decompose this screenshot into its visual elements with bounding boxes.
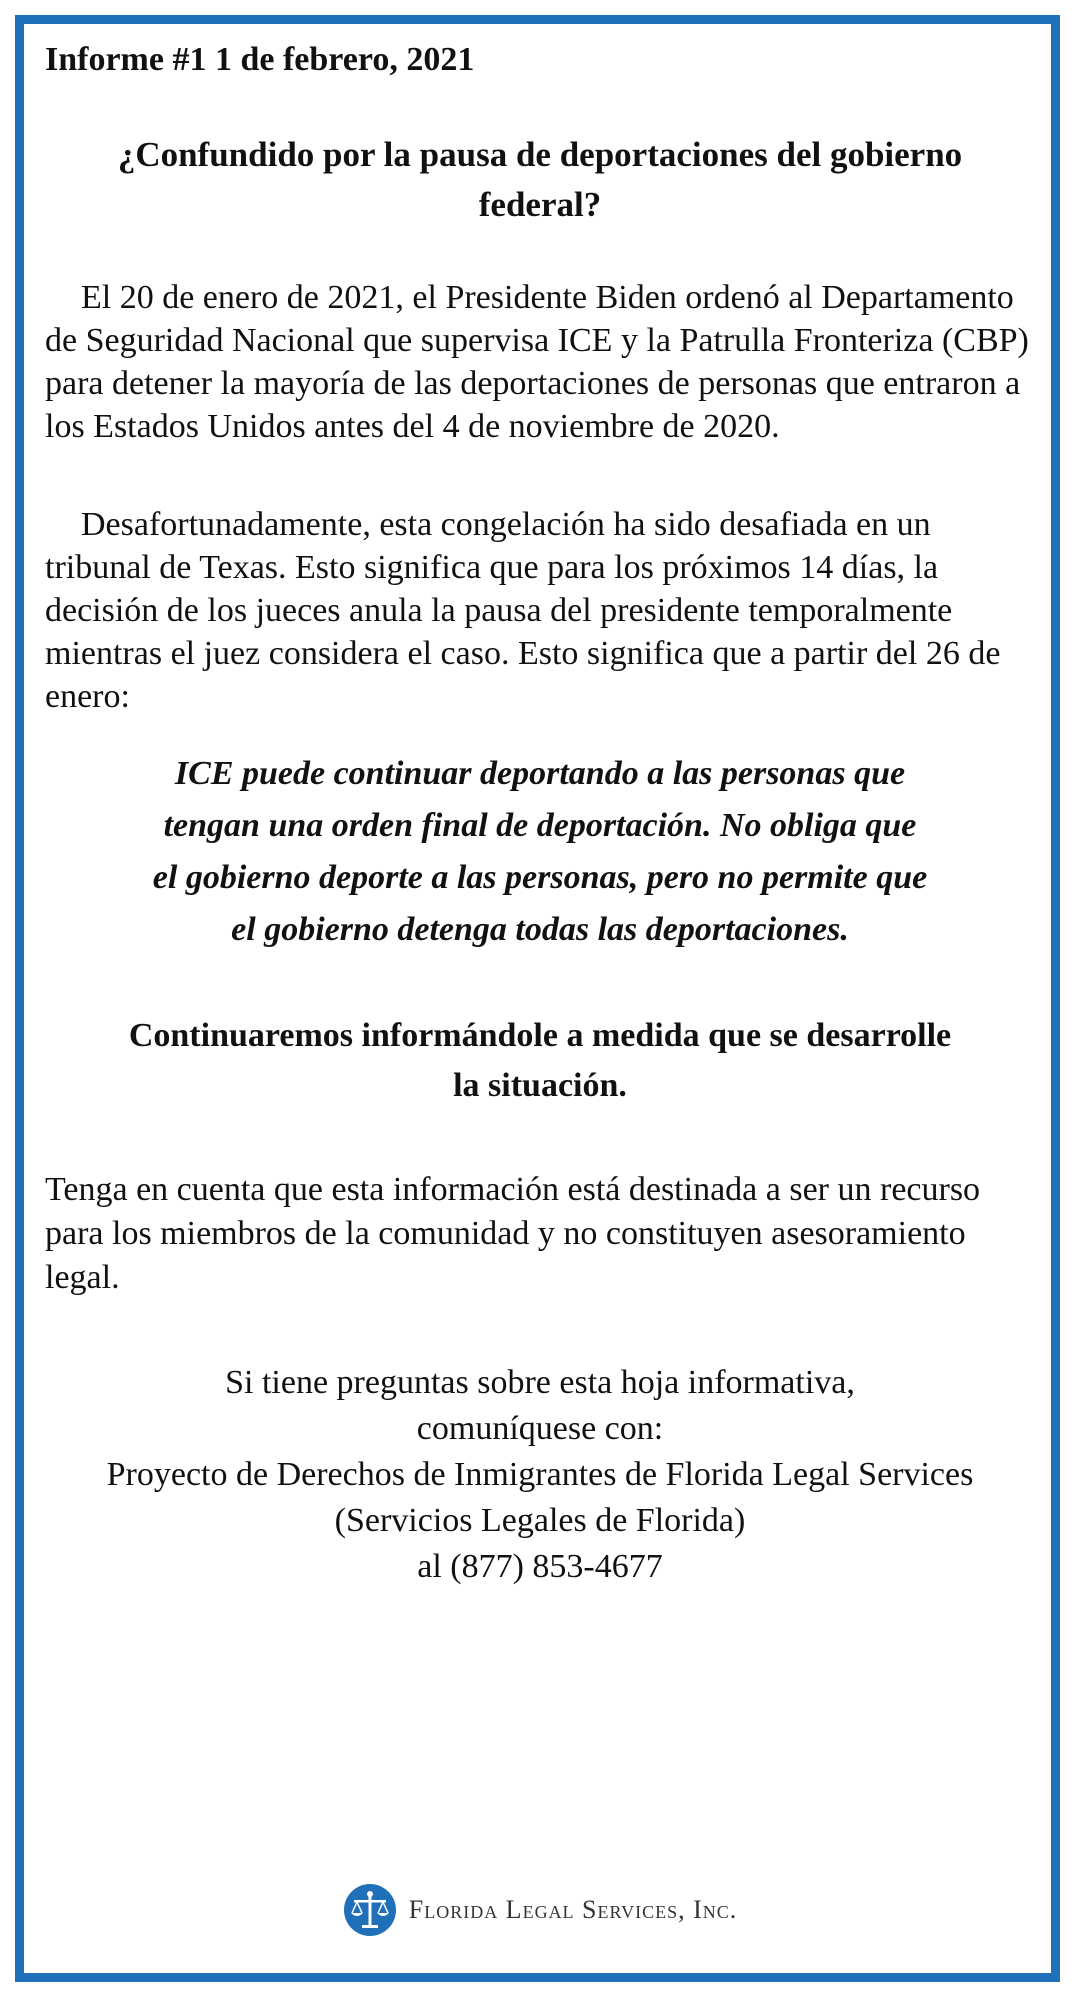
contact-block — [45, 1360, 1035, 1590]
logo-text: Florida Legal Services, Inc. — [408, 1895, 738, 1924]
scales-of-justice-icon — [343, 1883, 397, 1937]
page-title: ¿Confundido por la pausa de deportaciones del gobierno federal? — [117, 135, 963, 224]
contact-organization: Proyecto de Derechos de Inmigrantes de Florida Legal Services — [106, 1456, 974, 1493]
paragraph-executive-order: El 20 de enero de 2021, el Presidente Biden ordenó al Departamento de Seguridad Nacional que supervisa ICE y la Patrulla Fronteriza (CBP) para detener la mayoría de las deportaciones de personas que entraron a los Estados Unidos antes del 4 de noviembre de 2020. — [45, 279, 1029, 445]
document-body — [45, 38, 1035, 1590]
contact-phone: al (877) 853-4677 — [417, 1548, 663, 1585]
contact-line: Si tiene preguntas sobre esta hoja informativa, — [225, 1364, 855, 1401]
legal-disclaimer: Tenga en cuenta que esta información está destinada a ser un recurso para los miembros de la comunidad y no constituyen asesoramiento legal. — [45, 1171, 981, 1296]
follow-up-note: Continuaremos informándole a medida que se desarrolle la situación. — [128, 1017, 952, 1104]
contact-organization-translation: (Servicios Legales de Florida) — [334, 1502, 746, 1539]
paragraph-court-challenge: Desafortunadamente, esta congelación ha sido desafiada en un tribunal de Texas. Esto significa que para los próximos 14 días, la decisión de los jueces anula la pausa del presidente temporalmente mientras el juez considera el caso. Esto significa que a partir del 26 de enero: — [45, 506, 1001, 715]
issue-header: Informe #1 1 de febrero, 2021 — [45, 41, 475, 78]
emphasis-notice: ICE puede continuar deportando a las personas que tengan una orden final de deportación. No obliga que el gobierno deporte a las personas, pero no permite que el gobierno detenga todas las deportaciones. — [152, 755, 928, 948]
organization-logo — [0, 1880, 1080, 1940]
contact-line: comuníquese con: — [416, 1410, 664, 1447]
